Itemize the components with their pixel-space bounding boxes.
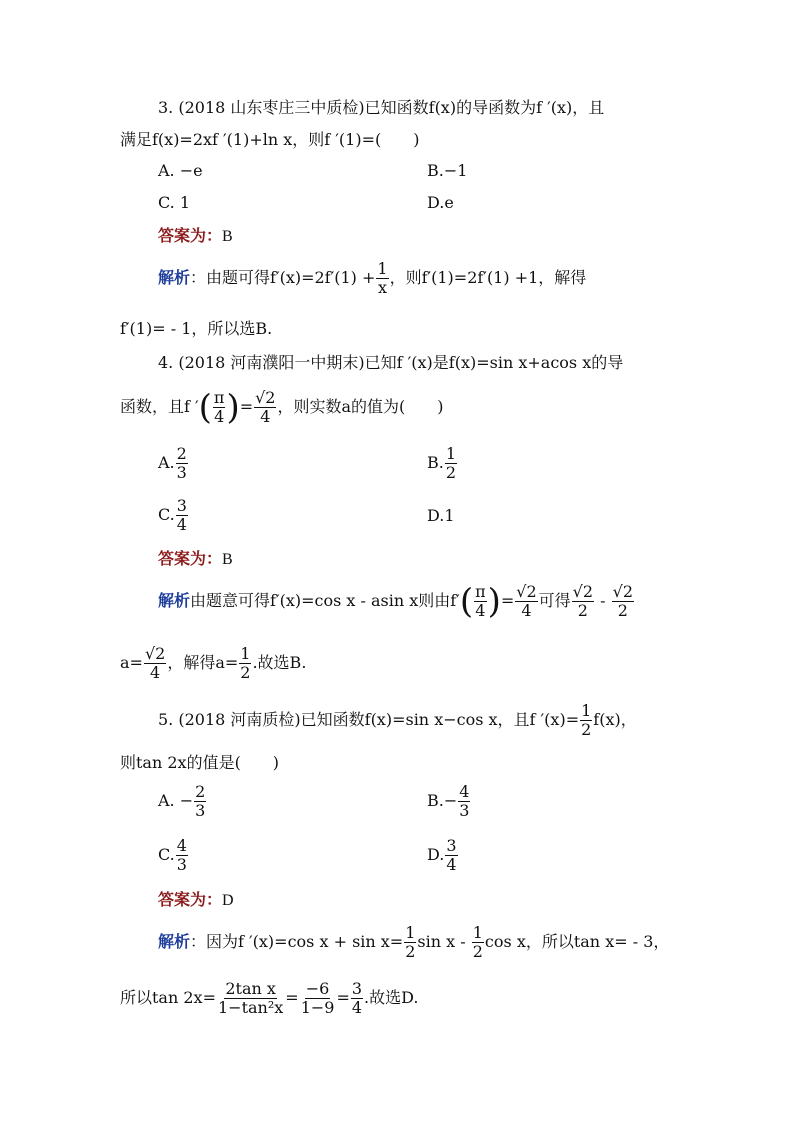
q3-option-c: C. 1	[158, 193, 191, 212]
fraction: $\frac{\text{2tan x}}{\text{1−tan²x}}$	[217, 979, 284, 1017]
q4-option-c: C. $\frac{3}{4}$	[158, 496, 187, 534]
answer-value: D	[222, 892, 234, 909]
analysis-label: 解析	[158, 932, 191, 951]
q3-stem-line2: 满足f(x)=2xf ′(1)+ln x，则f ′(1)=( )	[120, 130, 420, 149]
fraction: $\frac{1}{x}$	[377, 259, 388, 297]
fraction: $\frac{√2}{4}$	[516, 582, 537, 620]
q3-analysis-line1	[158, 258, 586, 298]
q4-answer	[158, 548, 233, 571]
q5-option-c: C. $\frac{4}{3}$	[158, 836, 187, 874]
fraction: $\frac{1}{2}$	[240, 644, 251, 682]
q3-stem-line1: 3. (2018 山东枣庄三中质检)已知函数f(x)的导函数为f ′(x)，且	[158, 98, 605, 117]
q4-option-a: A. $\frac{2}{3}$	[158, 444, 187, 482]
q4-stem-line2: 函数，且f ′( $\frac{\pi}{4}$ )= $\frac{√2}{4}$ ，则实数a的值为( )	[120, 387, 444, 428]
answer-value: B	[222, 551, 233, 568]
q3-analysis-line2: f′(1)= - 1，所以选B.	[120, 319, 273, 338]
fraction: $\frac{√2}{2}$	[572, 582, 594, 620]
q4-analysis-line2: a= $\frac{√2}{4}$ ，解得a= $\frac{1}{2}$ .故选B.	[120, 644, 307, 682]
q3-option-a: A. −e	[158, 161, 203, 180]
q5-option-b: B.− $\frac{4}{3}$	[427, 782, 470, 820]
fraction: $\frac{3}{4}$	[351, 979, 363, 1017]
q5-option-a: A. − $\frac{2}{3}$	[158, 782, 206, 820]
answer-label: 答案为：	[158, 890, 223, 909]
answer-label: 答案为：	[158, 549, 223, 568]
q4-analysis-line1: 解析由题意可得f′(x)=cos x - asin x则由f′( $\frac{\pi}{4}$ )= $\frac{√2}{4}$ 可得 $\frac{√2}{2}$ - $\frac{√2}{2}$	[158, 581, 633, 622]
fraction: $\frac{√2}{2}$	[612, 582, 633, 620]
fraction: $\frac{√2}{4}$	[144, 644, 166, 682]
fraction: $\frac{1}{2}$	[581, 701, 592, 739]
fraction: $\frac{1}{2}$	[472, 923, 483, 961]
q4-option-b: B. $\frac{1}{2}$	[427, 444, 457, 482]
q5-stem-line1: 5. (2018 河南质检)已知函数f(x)=sin x−cos x，且f ′(x)= $\frac{1}{2}$ f(x)，	[158, 701, 637, 739]
q4-option-d: D.1	[427, 506, 455, 525]
fraction: $\frac{\pi}{4}$	[475, 582, 486, 620]
fraction: $\frac{\pi}{4}$	[213, 388, 225, 426]
q5-stem-line2: 则tan 2x的值是( )	[120, 753, 280, 772]
fraction: $\frac{-6}{1-9}$	[300, 979, 335, 1017]
q3-analysis-text: ，则f′(1)=2f′(1) +1，解得	[389, 268, 587, 287]
q5-option-d: D. $\frac{3}{4}$	[427, 836, 457, 874]
q4-stem-line1: 4. (2018 河南濮阳一中期末)已知f ′(x)是f(x)=sin x+acos x的导	[158, 353, 624, 372]
analysis-label: 解析	[158, 591, 191, 610]
q3-analysis-text: ：由题可得f′(x)=2f′(1) +	[190, 268, 376, 287]
answer-value: B	[222, 228, 233, 245]
q5-answer	[158, 889, 234, 912]
q3-option-b: B.−1	[427, 161, 468, 180]
q3-option-d: D.e	[427, 193, 454, 212]
q5-analysis-line2: 所以tan 2x= $\frac{\text{2tan x}}{\text{1−tan²x}}$ = $\frac{-6}{1-9}$ = $\frac{3}{4}$ .故选D.	[120, 979, 419, 1017]
fraction: $\frac{√2}{4}$	[255, 388, 276, 426]
fraction: $\frac{1}{2}$	[405, 923, 416, 961]
q5-analysis-line1: 解析：因为f ′(x)=cos x + sin x= $\frac{1}{2}$ sin x - $\frac{1}{2}$ cos x，所以tan x= - 3，	[158, 923, 670, 961]
q3-answer	[158, 225, 233, 248]
analysis-label: 解析	[158, 268, 191, 287]
answer-label: 答案为：	[158, 226, 223, 245]
